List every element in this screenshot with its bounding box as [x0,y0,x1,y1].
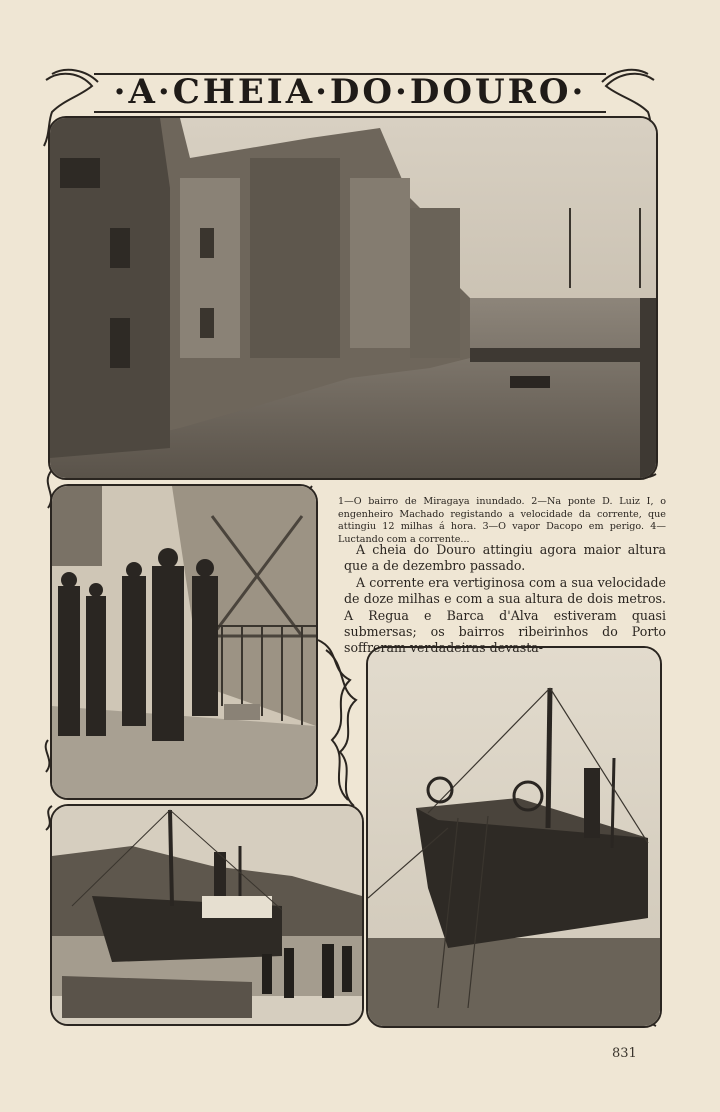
photo-miragaya-flooded [48,116,658,480]
photo-vapor-dacopo [366,646,662,1028]
photo-luctando-corrente [50,804,364,1026]
photo-ponte-luiz-engineer [50,484,318,800]
page-number: 831 [612,1046,637,1061]
article-paragraph: A corrente era vertiginosa com a sua velocidade de doze milhas e com a sua altura de dois metros. A Regua e Barca d'Alva estiveram quasi submersas; os bairros ribeirinhos do Porto soffreram verdadeiras devasta- [344,574,666,656]
article-title: ·A·CHEIA·DO·DOURO· [113,72,587,112]
article-paragraph: A cheia do Douro attingiu agora maior altura que a de dezembro passado. [344,542,666,574]
photo-captions: 1—O bairro de Miragaya inundado. 2—Na ponte D. Luiz I, o engenheiro Machado registando a velocidade da corrente, que attingiu 12 milhas á hora. 3—O vapor Dacopo em perigo. 4—Luctando com a corrente... [338,496,666,545]
article-body [344,542,666,657]
article-title-band [44,68,656,116]
